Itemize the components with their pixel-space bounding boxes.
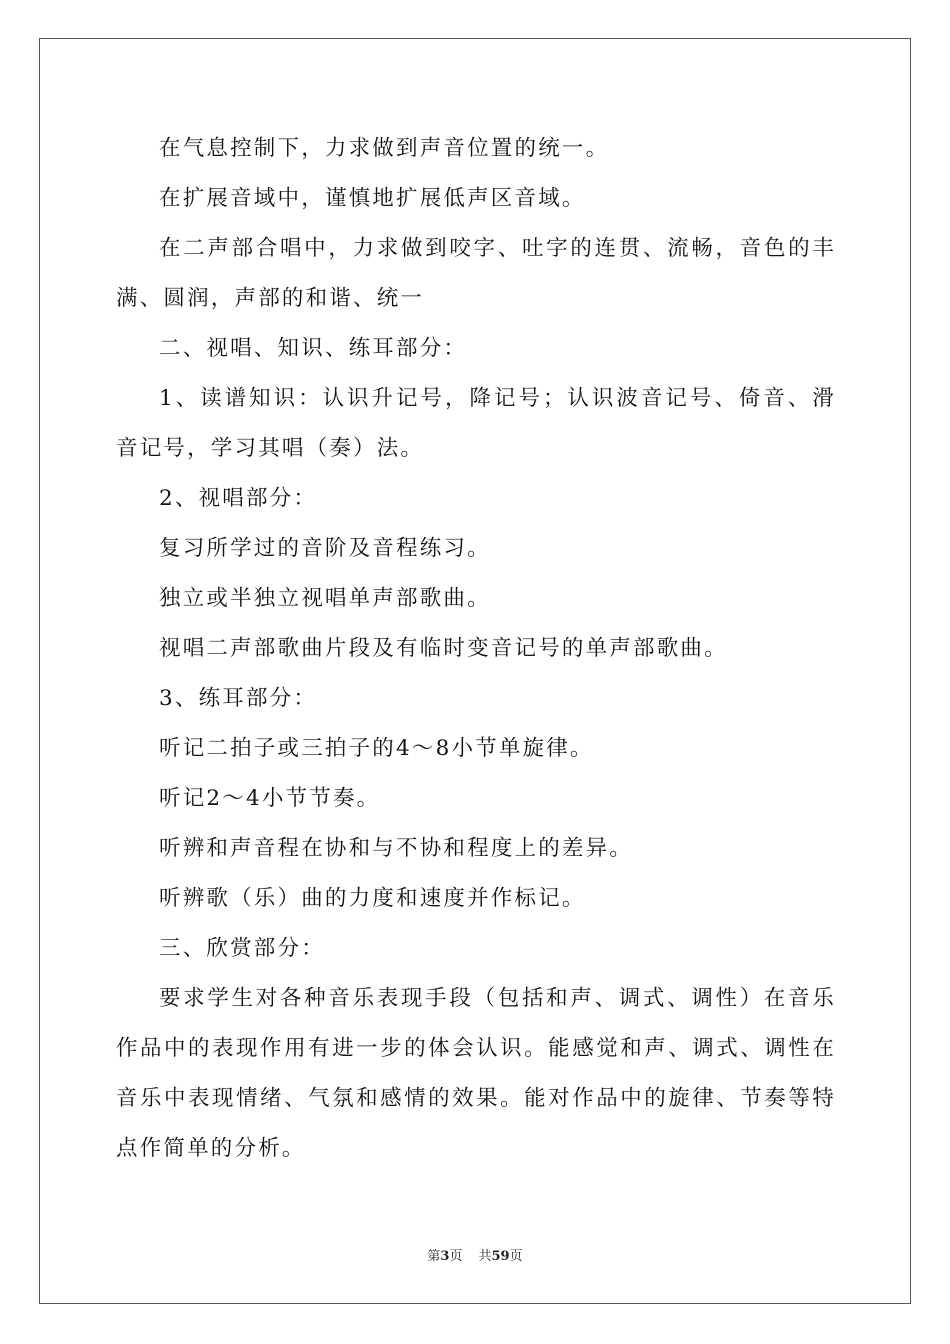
paragraph: 在气息控制下，力求做到声音位置的统一。 (159, 136, 610, 161)
document-body (116, 124, 836, 1174)
paragraph: 复习所学过的音阶及音程练习。 (159, 536, 491, 561)
page-prefix: 第 (427, 1249, 441, 1264)
page-footer (0, 1245, 950, 1264)
paragraph: 在扩展音域中，谨慎地扩展低声区音域。 (159, 186, 586, 211)
subsection-heading: 2、视唱部分： (159, 486, 318, 511)
section-heading: 三、欣赏部分： (159, 936, 325, 961)
paragraph: 听辨和声音程在协和与不协和程度上的差异。 (159, 836, 634, 861)
section-heading: 二、视唱、知识、练耳部分： (159, 336, 468, 361)
total-pages: 59 (491, 1249, 510, 1264)
paragraph: 听辨歌（乐）曲的力度和速度并作标记。 (159, 886, 586, 911)
paragraph: 听记二拍子或三拍子的4～8小节单旋律。 (159, 736, 594, 761)
paragraph: 1、读谱知识：认识升记号，降记号；认识波音记号、倚音、滑音记号，学习其唱（奏）法。 (116, 386, 836, 461)
paragraph: 要求学生对各种音乐表现手段（包括和声、调式、调性）在音乐作品中的表现作用有进一步的体会认识。能感觉和声、调式、调性在音乐中表现情绪、气氛和感情的效果。能对作品中的旋律、节奏等特点作简单的分析。 (116, 986, 836, 1161)
paragraph: 视唱二声部歌曲片段及有临时变音记号的单声部歌曲。 (159, 636, 728, 661)
paragraph: 在二声部合唱中，力求做到咬字、吐字的连贯、流畅，音色的丰满、圆润，声部的和谐、统一 (116, 236, 836, 311)
total-suffix: 页 (509, 1249, 523, 1264)
subsection-heading: 3、练耳部分： (159, 686, 318, 711)
page-number: 3 (440, 1249, 450, 1264)
paragraph: 听记2～4小节节奏。 (159, 786, 381, 811)
page-suffix: 页 (449, 1249, 463, 1264)
paragraph: 独立或半独立视唱单声部歌曲。 (159, 586, 491, 611)
total-prefix: 共 (478, 1249, 492, 1264)
